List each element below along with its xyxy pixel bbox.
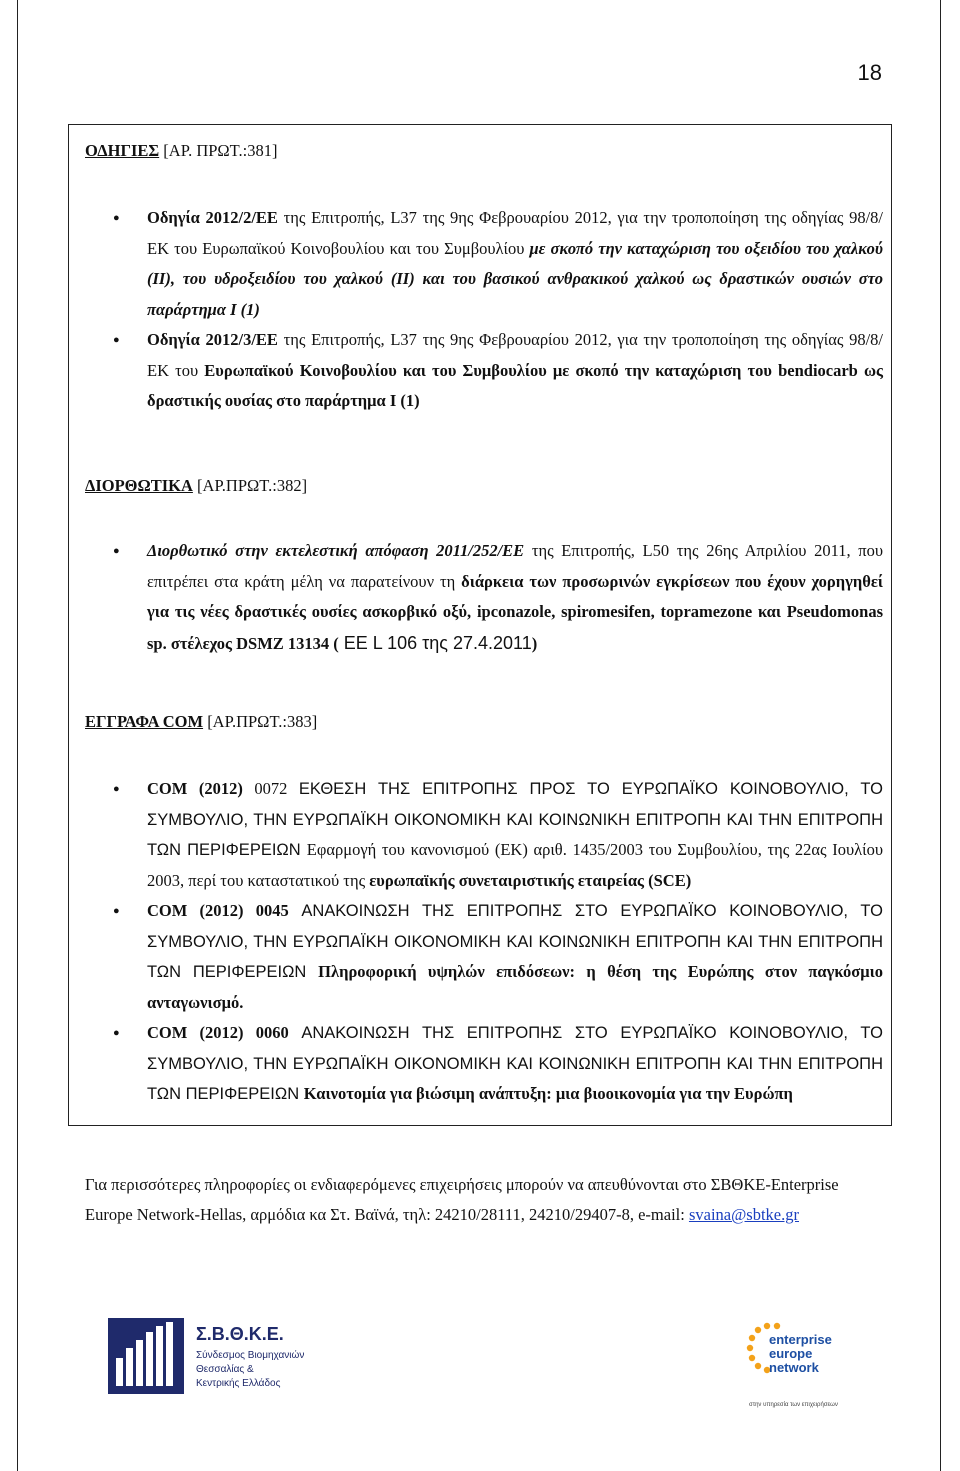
sbtke-line3: Κεντρικής Ελλάδος — [196, 1378, 281, 1389]
list-item: ● Οδηγία 2012/2/ΕΕ της Επιτροπής, L37 της 9ης Φεβρουαρίου 2012, για την τροποποίηση της οδηγίας 98/8/ΕΚ του Ευρωπαϊκού Κοινοβουλίου και του Συμβουλίου με σκοπό την καταχώριση του οξειδίου του χαλκού (ΙΙ), του υδροξειδίου του χαλκού (ΙΙ) και του βασικού ανθρακικού χαλκού ως δραστικών ουσιών στο παράρτημα Ι (1) — [85, 203, 883, 325]
section-heading-odigies: ΟΔΗΓΙΕΣ [ΑΡ. ΠΡΩΤ.:381] — [85, 141, 278, 160]
list-item: ● Διορθωτικό στην εκτελεστική απόφαση 2011/252/ΕΕ της Επιτροπής, L50 της 26ης Απριλίου 2011, που επιτρέπει στα κράτη μέλη να παρατείνουν τη διάρκεια των προσωρινών εγκρίσεων που έχουν χορηγηθεί για τις νέες δραστικές ουσίες ασκορβικό οξύ, ipconazole, spiromesifen, topramezone και Pseudomonas sp. στέλεχος DSMZ 13134 ( ΕΕ L 106 της 27.4.2011) — [85, 536, 883, 659]
een-tagline: στην υπηρεσία των επιχειρήσεων — [749, 1402, 838, 1408]
diorthotika-list — [85, 536, 883, 659]
sbtke-line2: Θεσσαλίας & — [196, 1364, 254, 1375]
contact-paragraph: Για περισσότερες πληροφορίες οι ενδιαφερόμενες επιχειρήσεις μπορούν να απευθύνονται στο ΣΒΘΚΕ-Enterprise Europe Network-Hellas, αρμόδια κα Στ. Βαϊνά, τηλ: 24210/28111, 24210/29407-8, e-mail: svaina@sbtke.gr — [85, 1175, 839, 1224]
een-line2: europe — [769, 1346, 813, 1361]
list-item: ● COM (2012) 0060 ΑΝΑΚΟΙΝΩΣΗ ΤΗΣ ΕΠΙΤΡΟΠΗΣ ΣΤΟ ΕΥΡΩΠΑΪΚΟ ΚΟΙΝΟΒΟΥΛΙΟ, ΤΟ ΣΥΜΒΟΥΛΙΟ, ΤΗΝ ΕΥΡΩΠΑΪΚΗ ΟΙΚΟΝΟΜΙΚΗ ΚΑΙ ΚΟΙΝΩΝΙΚΗ ΕΠΙΤΡΟΠΗ ΚΑΙ ΤΗΝ ΕΠΙΤΡΟΠΗ ΤΩΝ ΠΕΡΙΦΕΡΕΙΩΝ Καινοτομία για βιώσιμη ανάπτυξη: μια βιοοικονομία για την Ευρώπη — [85, 1018, 883, 1110]
logo-bar — [116, 1358, 123, 1386]
sbtke-title: Σ.Β.Θ.Κ.Ε. — [196, 1324, 284, 1344]
email-link[interactable]: svaina@sbtke.gr — [688, 1205, 799, 1224]
een-line1: enterprise — [769, 1332, 832, 1347]
een-logo — [745, 1320, 855, 1417]
een-logo-graphic — [745, 1320, 855, 1412]
list-item: ● Οδηγία 2012/3/ΕΕ της Επιτροπής, L37 της 9ης Φεβρουαρίου 2012, για την τροποποίηση της οδηγίας 98/8/ΕΚ του Ευρωπαϊκού Κοινοβουλίου και του Συμβουλίου με σκοπό την καταχώριση του bendiocarb ως δραστικής ουσίας στο παράρτημα Ι (1) — [85, 325, 883, 417]
eggrafa-list — [85, 774, 883, 1110]
section-heading-diorthotika: ΔΙΟΡΘΩΤΙΚΑ [ΑΡ.ΠΡΩΤ.:382] — [85, 476, 308, 495]
sbtke-logo — [108, 1318, 318, 1403]
sbtke-logo-graphic — [108, 1318, 318, 1398]
page-number: 18 — [857, 60, 882, 85]
logo-bar — [136, 1340, 143, 1386]
odigies-list — [85, 203, 883, 417]
logo-bar — [126, 1348, 133, 1386]
een-line3: network — [769, 1360, 819, 1375]
logo-bar — [156, 1326, 163, 1386]
sbtke-line1: Σύνδεσμος Βιομηχανιών — [196, 1350, 305, 1361]
list-item: ● COM (2012) 0045 ΑΝΑΚΟΙΝΩΣΗ ΤΗΣ ΕΠΙΤΡΟΠΗΣ ΣΤΟ ΕΥΡΩΠΑΪΚΟ ΚΟΙΝΟΒΟΥΛΙΟ, ΤΟ ΣΥΜΒΟΥΛΙΟ, ΤΗΝ ΕΥΡΩΠΑΪΚΗ ΟΙΚΟΝΟΜΙΚΗ ΚΑΙ ΚΟΙΝΩΝΙΚΗ ΕΠΙΤΡΟΠΗ ΚΑΙ ΤΗΝ ΕΠΙΤΡΟΠΗ ΤΩΝ ΠΕΡΙΦΕΡΕΙΩΝ Πληροφορική υψηλών επιδόσεων: η θέση της Ευρώπης στον παγκόσμιο ανταγωνισμό. — [85, 896, 883, 1018]
logo-bar — [146, 1332, 153, 1386]
logo-bar — [166, 1322, 173, 1386]
list-item: ● COM (2012) 0072 ΕΚΘΕΣΗ ΤΗΣ ΕΠΙΤΡΟΠΗΣ ΠΡΟΣ ΤΟ ΕΥΡΩΠΑΪΚΟ ΚΟΙΝΟΒΟΥΛΙΟ, ΤΟ ΣΥΜΒΟΥΛΙΟ, ΤΗΝ ΕΥΡΩΠΑΪΚΗ ΟΙΚΟΝΟΜΙΚΗ ΚΑΙ ΚΟΙΝΩΝΙΚΗ ΕΠΙΤΡΟΠΗ ΚΑΙ ΤΗΝ ΕΠΙΤΡΟΠΗ ΤΩΝ ΠΕΡΙΦΕΡΕΙΩΝ Εφαρμογή του κανονισμού (ΕΚ) αριθ. 1435/2003 του Συμβουλίου, της 22ας Ιουλίου 2003, περί του καταστατικού της ευρωπαϊκής συνεταιριστικής εταιρείας (SCE) — [85, 774, 883, 896]
section-heading-eggrafa: ΕΓΓΡΑΦΑ COM [ΑΡ.ΠΡΩΤ.:383] — [85, 712, 318, 731]
